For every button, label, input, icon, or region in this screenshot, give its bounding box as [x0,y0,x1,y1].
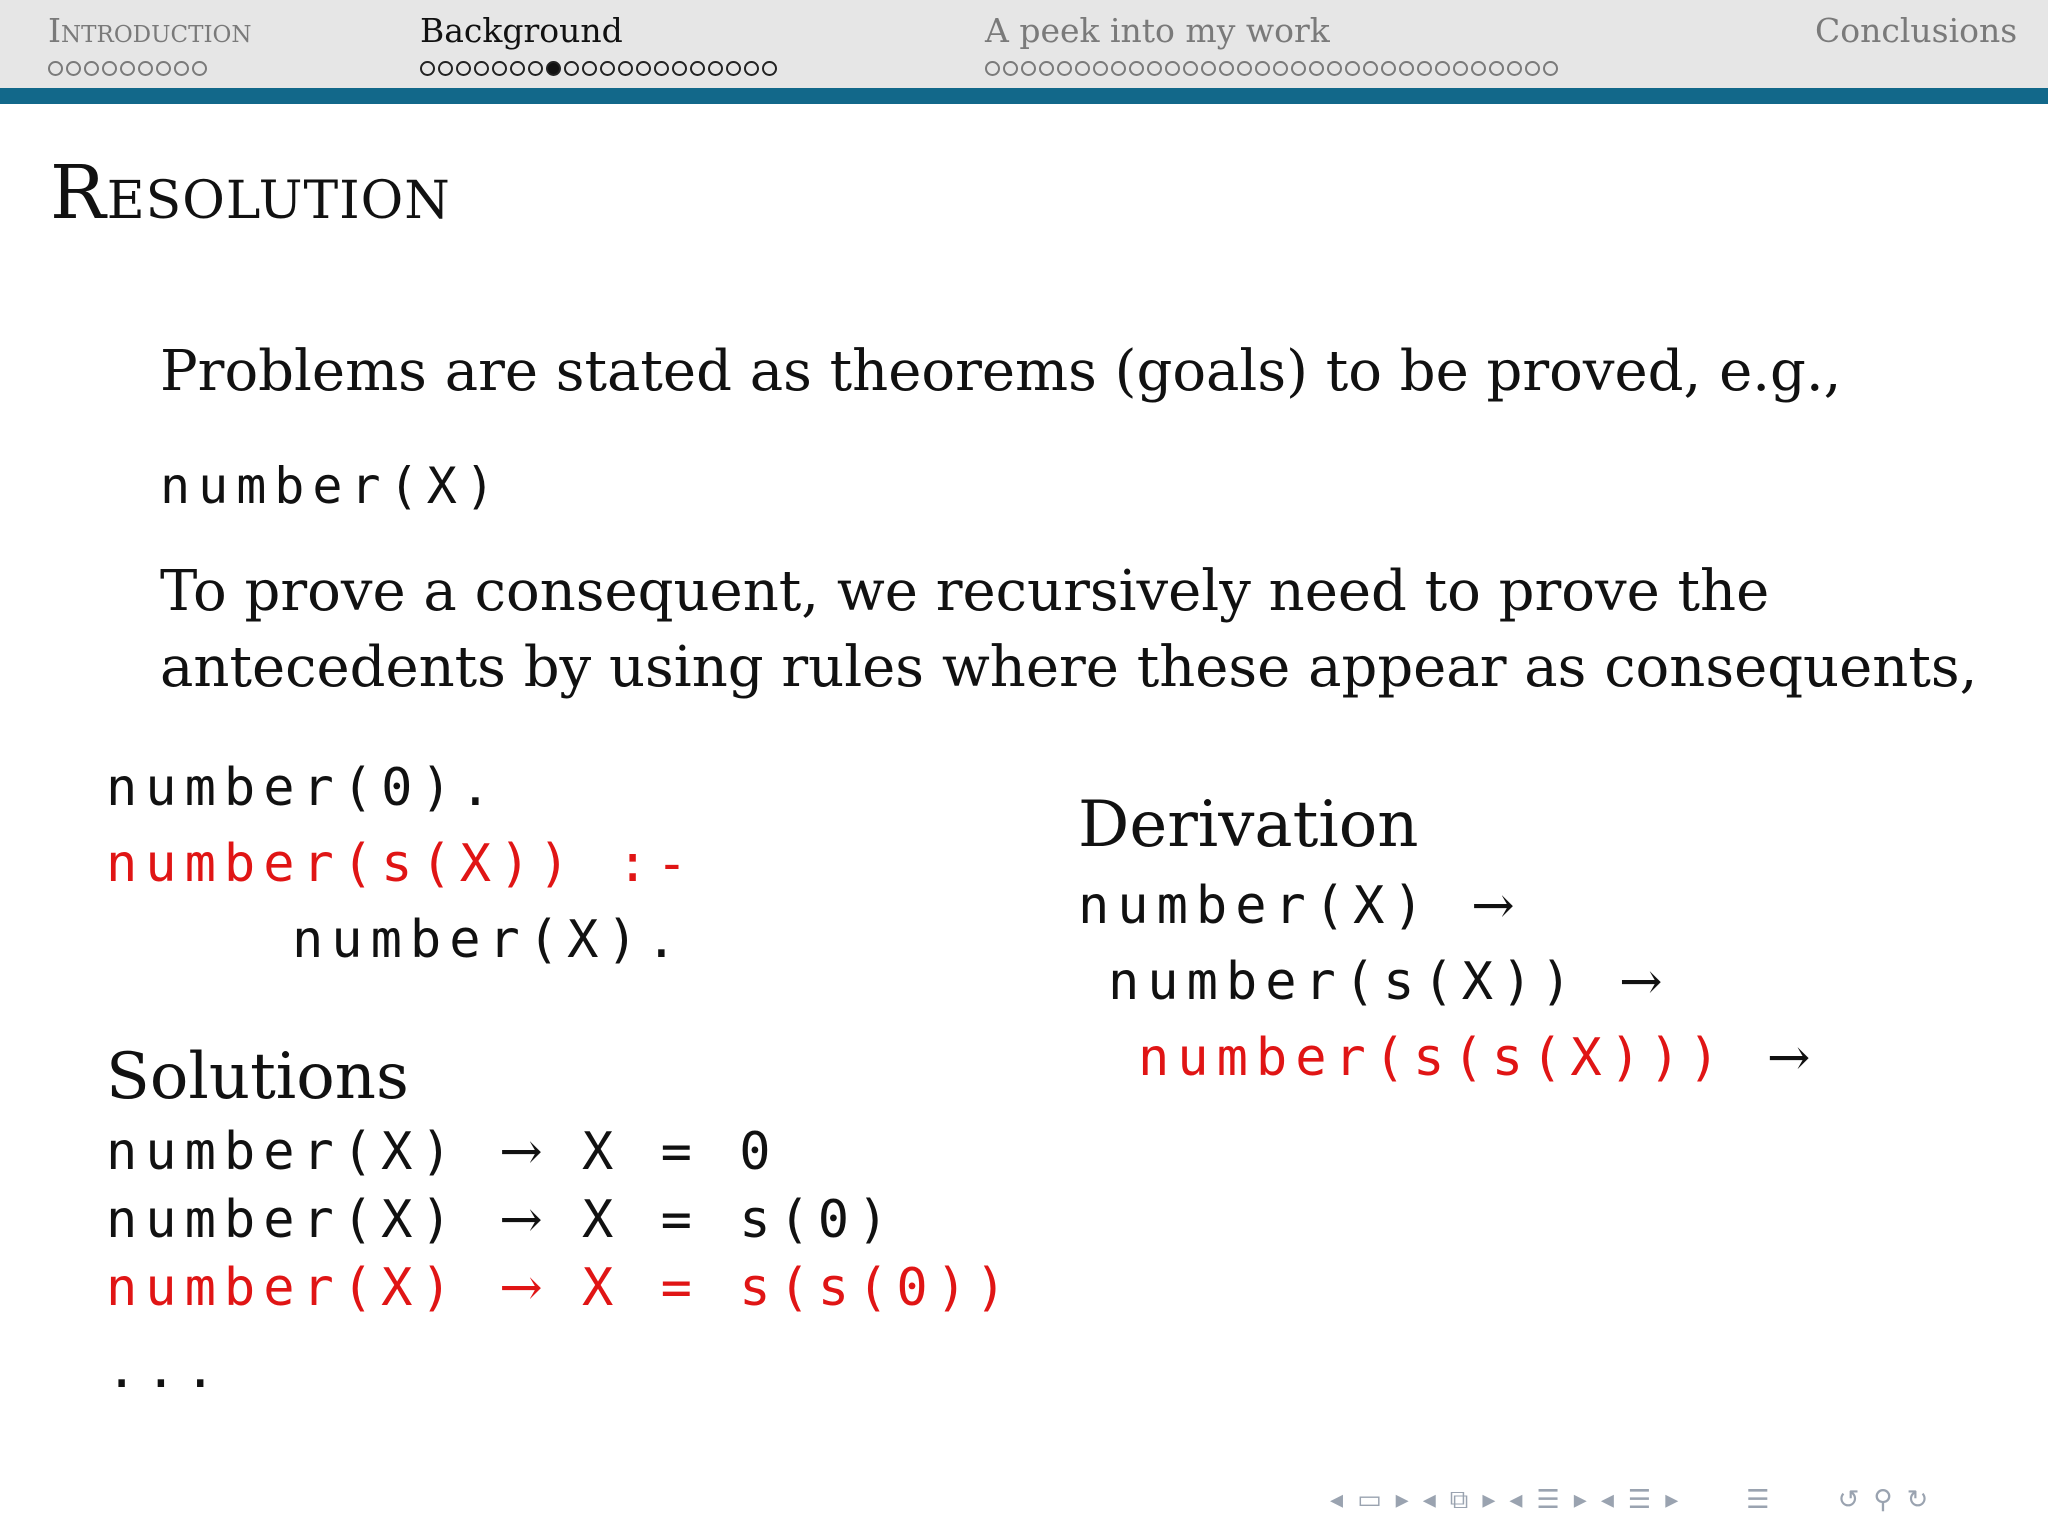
slide-dot[interactable] [1327,61,1342,76]
clause-base-case: number(0). [106,758,500,818]
slide-dot[interactable] [1021,61,1036,76]
slide-dot[interactable] [654,61,669,76]
slide-dot[interactable] [1183,61,1198,76]
slide-dot[interactable] [456,61,471,76]
solution-row [106,1190,896,1250]
slide-dot[interactable] [120,61,135,76]
slide-dot[interactable] [1345,61,1360,76]
slide-dot[interactable] [1453,61,1468,76]
slide-dot[interactable] [48,61,63,76]
nav-section-conclusions[interactable] [1815,10,2017,52]
derivation-term: number(X) [1078,876,1432,936]
slide-dot[interactable] [1003,61,1018,76]
slide-dot[interactable] [510,61,525,76]
clause-recursive-head: number(s(X)) :- [106,834,696,894]
solutions-ellipsis: ... [106,1340,224,1400]
slide-dot[interactable] [744,61,759,76]
outline-icon[interactable]: ☰ [1746,1485,1770,1515]
slide-dot[interactable] [1399,61,1414,76]
nav-right-arrow-icon[interactable]: ▸ [1482,1485,1496,1515]
solution-lhs: number(X) [106,1258,460,1318]
slide-dot[interactable] [1471,61,1486,76]
slide-title: Resolution [50,150,451,236]
nav-section-title[interactable]: Introduction [48,11,252,50]
solution-rhs: X = s(0) [581,1190,897,1250]
slide-dot[interactable] [1201,61,1216,76]
nav-section-background[interactable] [420,10,777,78]
slide-dots [48,58,252,78]
slide-dot[interactable] [1039,61,1054,76]
solution-rhs: X = s(s(0)) [581,1258,1015,1318]
slide-dot[interactable] [66,61,81,76]
arrow-icon: → [1471,876,1515,936]
derivation-step [1108,952,1663,1012]
slide-dot[interactable] [102,61,117,76]
derivation-term: number(s(X)) [1108,952,1580,1012]
slide-dot[interactable] [474,61,489,76]
slide-dot[interactable] [1093,61,1108,76]
slide-dot[interactable] [138,61,153,76]
slide-dot[interactable] [1489,61,1504,76]
slide-dot[interactable] [1543,61,1558,76]
arrow-icon: → [1619,952,1663,1012]
goal-code: number(X) [160,457,503,515]
nav-right-arrow-icon[interactable]: ▸ [1573,1485,1587,1515]
arrow-icon: → [499,1258,543,1318]
slide-dot[interactable] [1435,61,1450,76]
slide-dot[interactable] [1237,61,1252,76]
derivation-term: number(s(s(X))) [1138,1028,1728,1088]
derivation-step [1078,876,1515,936]
slide-dot[interactable] [708,61,723,76]
slide-dot[interactable] [1381,61,1396,76]
slide-dot[interactable] [672,61,687,76]
slide-dot[interactable] [1507,61,1522,76]
explanation-line-1: To prove a consequent, we recursively need to prove the [160,559,1770,624]
slide-dot[interactable] [1363,61,1378,76]
nav-left-arrow-icon[interactable]: ◂ [1422,1485,1436,1515]
slide-dot[interactable] [1111,61,1126,76]
slide-dot[interactable] [420,61,435,76]
slide-dot[interactable] [1309,61,1324,76]
slide-dot[interactable] [762,61,777,76]
slide-dot[interactable] [528,61,543,76]
slide-dot[interactable] [1057,61,1072,76]
slide-dot[interactable] [726,61,741,76]
slide-dot[interactable] [618,61,633,76]
explanation-line-2: antecedents by using rules where these appear as consequents, [160,635,1978,700]
frame-icon[interactable]: ▭ [1357,1485,1382,1515]
slide-dot[interactable] [582,61,597,76]
slide-dot[interactable] [492,61,507,76]
slide-dot[interactable] [1219,61,1234,76]
nav-left-arrow-icon[interactable]: ◂ [1509,1485,1523,1515]
slide-dots [985,58,1558,78]
nav-section-title[interactable]: Background [420,11,623,50]
solution-lhs: number(X) [106,1122,460,1182]
slide-dot[interactable] [438,61,453,76]
slide-dot[interactable] [1075,61,1090,76]
nav-section-introduction[interactable] [48,10,252,78]
intro-text: Problems are stated as theorems (goals) to be proved, e.g., [160,339,1842,404]
slide-dot[interactable] [564,61,579,76]
section-icon[interactable]: ☰ [1536,1485,1560,1515]
solution-rhs: X = 0 [581,1122,779,1182]
slide-dot[interactable] [636,61,651,76]
slide-dot[interactable] [174,61,189,76]
slide-dot[interactable] [690,61,705,76]
nav-section-title[interactable]: Conclusions [1815,11,2018,50]
beamer-navigation-controls [1330,1480,1928,1520]
section-navigation-bar [0,0,2048,88]
subsection-icon[interactable]: ⧉ [1449,1484,1469,1515]
redo-icon[interactable]: ↻ [1906,1485,1929,1515]
slide-dot[interactable] [1165,61,1180,76]
slide-dots [420,58,777,78]
nav-left-arrow-icon[interactable]: ◂ [1600,1485,1614,1515]
header-accent-bar [0,88,2048,104]
solutions-heading: Solutions [106,1040,409,1114]
undo-icon[interactable]: ↺ [1837,1485,1860,1515]
solution-row-highlighted [106,1258,1014,1318]
slide-dot[interactable] [1255,61,1270,76]
solution-lhs: number(X) [106,1190,460,1250]
slide-dot[interactable] [156,61,171,76]
arrow-icon: → [1766,1028,1811,1088]
search-icon[interactable]: ⚲ [1873,1485,1893,1515]
slide-dot[interactable] [985,61,1000,76]
derivation-heading: Derivation [1078,788,1419,862]
nav-section-title[interactable]: A peek into my work [985,11,1330,50]
arrow-icon: → [499,1190,543,1250]
nav-right-arrow-icon[interactable]: ▸ [1395,1485,1409,1515]
clause-recursive-body: number(X). [292,910,686,970]
slide-dot[interactable] [1291,61,1306,76]
slide-dot[interactable] [600,61,615,76]
slide-dot[interactable] [1417,61,1432,76]
nav-left-arrow-icon[interactable]: ◂ [1330,1485,1344,1515]
arrow-icon: → [499,1122,543,1182]
slide-dot[interactable] [1147,61,1162,76]
section-icon[interactable]: ☰ [1627,1485,1652,1515]
derivation-step-highlighted [1138,1028,1811,1088]
nav-right-arrow-icon[interactable]: ▸ [1665,1485,1679,1515]
slide-dot[interactable] [546,61,561,76]
nav-section-peek[interactable] [985,10,1558,78]
slide-dot[interactable] [1273,61,1288,76]
slide-dot[interactable] [84,61,99,76]
solution-row [106,1122,779,1182]
slide-dot[interactable] [1525,61,1540,76]
slide-dot[interactable] [192,61,207,76]
slide-dot[interactable] [1129,61,1144,76]
